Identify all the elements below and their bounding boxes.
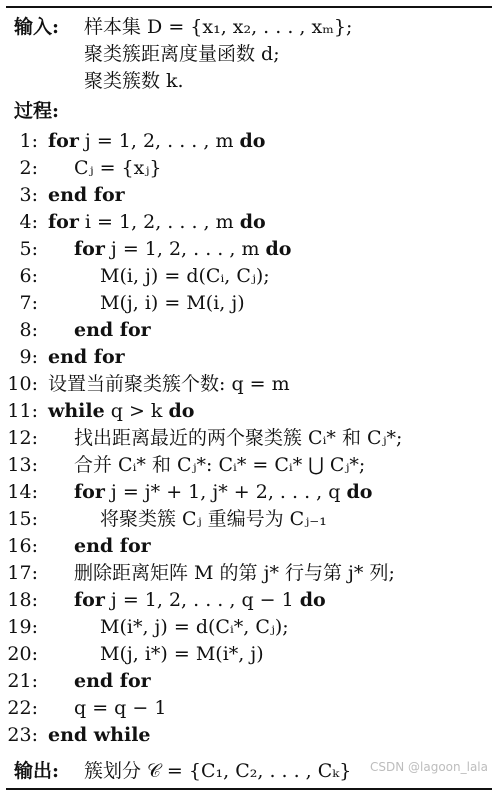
step-number: 2: <box>19 157 38 179</box>
step-number: 4: <box>19 211 38 233</box>
step-statement: for j = j* + 1, j* + 2, . . . , q do <box>74 481 373 503</box>
step-statement: for j = 1, 2, . . . , q − 1 do <box>74 589 326 611</box>
step-number: 15: <box>7 508 38 530</box>
step-row <box>0 263 498 290</box>
step-row <box>0 722 498 749</box>
step-row <box>0 371 498 398</box>
step-number: 9: <box>19 346 38 368</box>
step-row <box>0 479 498 506</box>
step-row <box>0 236 498 263</box>
step-number: 12: <box>7 427 38 449</box>
step-row <box>0 398 498 425</box>
step-statement: 删除距离矩阵 M 的第 j* 行与第 j* 列; <box>74 562 395 584</box>
step-statement: end for <box>48 346 125 368</box>
step-number: 23: <box>7 724 38 746</box>
step-statement: while q > k do <box>48 400 195 422</box>
step-statement: 将聚类簇 Cⱼ 重编号为 Cⱼ₋₁ <box>100 508 327 530</box>
step-row <box>0 155 498 182</box>
step-number: 7: <box>19 292 38 314</box>
step-number: 13: <box>7 454 38 476</box>
input-label: 输入: <box>14 16 60 38</box>
step-statement: M(i, j) = d(Cᵢ, Cⱼ); <box>100 265 270 287</box>
step-statement: for j = 1, 2, . . . , m do <box>48 130 266 152</box>
step-number: 14: <box>7 481 38 503</box>
output-label: 输出: <box>14 760 60 782</box>
top-rule <box>6 6 492 8</box>
step-statement: M(j, i) = M(i, j) <box>100 292 245 314</box>
step-statement: 找出距离最近的两个聚类簇 Cᵢ* 和 Cⱼ*; <box>74 427 403 449</box>
step-number: 16: <box>7 535 38 557</box>
step-number: 11: <box>7 400 38 422</box>
input-line-2: 聚类簇距离度量函数 d; <box>84 43 280 65</box>
step-statement: end for <box>74 670 151 692</box>
process-row <box>0 98 498 125</box>
step-statement: end while <box>48 724 151 746</box>
step-number: 21: <box>7 670 38 692</box>
step-row <box>0 668 498 695</box>
step-statement: for j = 1, 2, . . . , m do <box>74 238 292 260</box>
step-statement: for i = 1, 2, . . . , m do <box>48 211 266 233</box>
step-number: 10: <box>7 373 38 395</box>
process-label: 过程: <box>14 100 60 122</box>
step-number: 3: <box>19 184 38 206</box>
step-number: 5: <box>19 238 38 260</box>
input-line-1: 样本集 D = {x₁, x₂, . . . , xₘ}; <box>84 16 353 38</box>
step-statement: end for <box>74 535 151 557</box>
step-row <box>0 506 498 533</box>
step-row <box>0 452 498 479</box>
step-statement: 设置当前聚类簇个数: q = m <box>48 373 290 395</box>
step-statement: 合并 Cᵢ* 和 Cⱼ*: Cᵢ* = Cᵢ* ⋃ Cⱼ*; <box>74 454 366 476</box>
step-statement: end for <box>48 184 125 206</box>
step-row <box>0 533 498 560</box>
step-row <box>0 290 498 317</box>
step-statement: M(j, i*) = M(i*, j) <box>100 643 264 665</box>
step-number: 8: <box>19 319 38 341</box>
step-statement: q = q − 1 <box>74 697 167 719</box>
step-row <box>0 209 498 236</box>
step-row <box>0 128 498 155</box>
step-number: 22: <box>7 697 38 719</box>
step-number: 18: <box>7 589 38 611</box>
step-row <box>0 641 498 668</box>
step-row <box>0 695 498 722</box>
step-number: 20: <box>7 643 38 665</box>
step-number: 19: <box>7 616 38 638</box>
step-number: 6: <box>19 265 38 287</box>
bottom-rule <box>6 788 492 790</box>
step-row <box>0 587 498 614</box>
step-row <box>0 182 498 209</box>
step-row <box>0 317 498 344</box>
step-statement: end for <box>74 319 151 341</box>
output-text: 簇划分 𝒞 = {C₁, C₂, . . . , Cₖ} <box>84 760 352 782</box>
step-row <box>0 560 498 587</box>
step-number: 1: <box>19 130 38 152</box>
step-row <box>0 344 498 371</box>
input-row <box>0 14 498 41</box>
input-row-3 <box>0 68 498 95</box>
step-row <box>0 614 498 641</box>
step-statement: M(i*, j) = d(Cᵢ*, Cⱼ); <box>100 616 289 638</box>
step-number: 17: <box>7 562 38 584</box>
input-line-3: 聚类簇数 k. <box>84 70 184 92</box>
watermark: CSDN @lagoon_lala <box>370 760 488 774</box>
step-row <box>0 425 498 452</box>
step-statement: Cⱼ = {xⱼ} <box>74 157 162 179</box>
input-row-2 <box>0 41 498 68</box>
